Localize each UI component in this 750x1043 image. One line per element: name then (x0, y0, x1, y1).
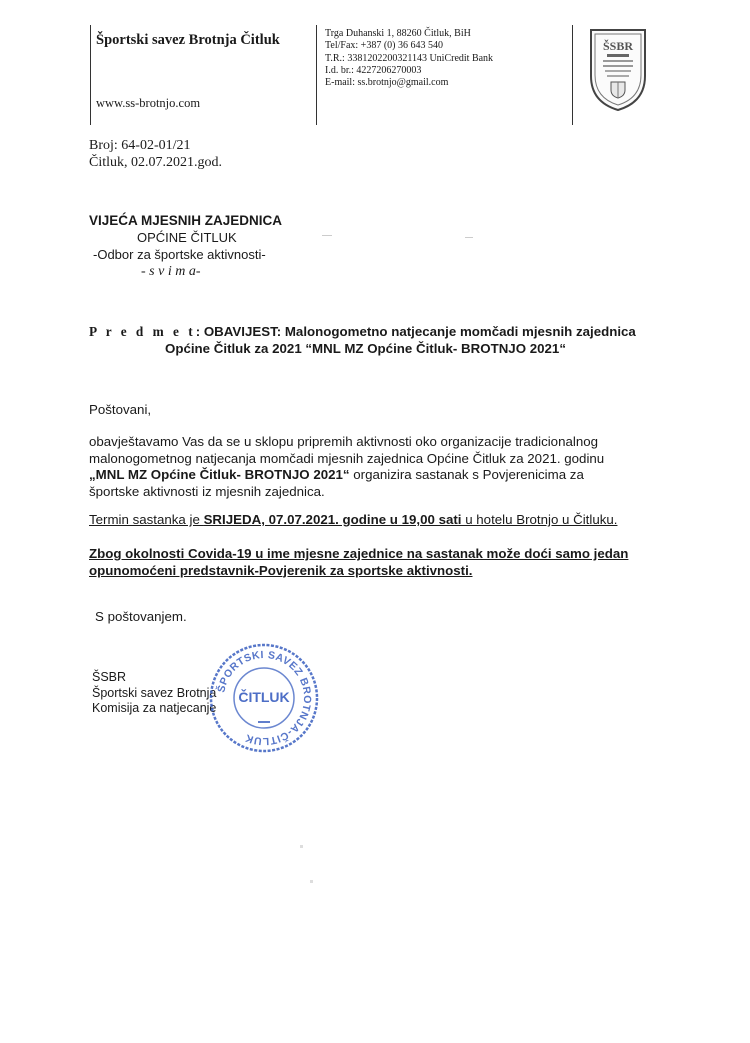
stamp-ring-text: ŠPORTSKI SAVEZ BROTNJA-ČITLUK (215, 648, 314, 748)
org-logo (585, 26, 651, 112)
header-divider-left (90, 25, 91, 125)
paragraph-1-line-2: malonogometnog natjecanja momčadi mjesnih zajednica Općine Čitluk za 2021. godinu (89, 450, 605, 466)
scan-artifact (322, 235, 332, 236)
signature-line-3: Komisija za natjecanje (92, 701, 217, 715)
org-name: Športski savez Brotnja Čitluk (96, 32, 280, 48)
contact-block (325, 28, 493, 89)
header-divider-right (572, 25, 573, 125)
signature-line-1: ŠSBR (92, 670, 127, 684)
paragraph-1-line-1: obavještavamo Vas da se u sklopu pripremih aktivnosti oko organizacije tradicionalnog (89, 434, 599, 449)
recipient-line-2: OPĆINE ČITLUK (137, 230, 237, 245)
subject-label: P r e d m e t (89, 324, 196, 339)
header-divider-mid (316, 25, 317, 125)
subject-line-2: Općine Čitluk za 2021 “MNL MZ Općine Čitluk- BROTNJO 2021“ (165, 341, 566, 356)
reference-place-date: Čitluk, 02.07.2021.god. (89, 155, 223, 170)
covid-line-1: Zbog okolnosti Covida-19 u ime mjesne zajednice na sastanak može doći samo jedan (89, 546, 629, 561)
paragraph-1-line-3: organizira sastanak s Povjerenicima za (349, 467, 584, 482)
scan-artifact (300, 845, 303, 848)
recipient-block (89, 212, 282, 280)
recipient-line-4: - s v i m a- (141, 264, 201, 279)
covid-notice (89, 546, 628, 579)
contact-address: Trga Duhanski 1, 88260 Čitluk, BiH (325, 28, 471, 39)
logo-lettering: ŠSBR (602, 39, 634, 53)
stamp-center-text: ČITLUK (238, 689, 290, 705)
signature-line-2: Športski savez Brotnja (92, 685, 217, 700)
contact-email: E-mail: ss.brotnjo@gmail.com (325, 77, 449, 89)
reference-number: Broj: 64-02-01/21 (89, 138, 191, 153)
contact-id: I.d. br.: 4227206270003 (325, 64, 422, 76)
meeting-datetime: SRIJEDA, 07.07.2021. godine u 19,00 sati (203, 512, 462, 527)
website: www.ss-brotnjo.com (96, 96, 201, 110)
contact-phone: Tel/Fax: +387 (0) 36 643 540 (325, 40, 443, 52)
paragraph-1 (89, 434, 604, 500)
meeting-info (89, 512, 617, 529)
paragraph-1-line-4: športske aktivnosti iz mjesnih zajednica. (89, 483, 325, 499)
recipient-line-1: VIJEĆA MJESNIH ZAJEDNICA (89, 213, 283, 228)
meeting-suffix: u hotelu Brotnjo u Čitluku. (461, 512, 618, 527)
official-stamp (208, 642, 320, 754)
scan-artifact (465, 237, 473, 238)
recipient-line-3: -Odbor za športske aktivnosti- (93, 247, 266, 262)
covid-line-2: opunomoćeni predstavnik-Povjerenik za sportske aktivnosti. (89, 562, 473, 578)
greeting: Poštovani, (89, 402, 152, 417)
event-name: „MNL MZ Općine Čitluk- BROTNJO 2021“ (89, 467, 350, 482)
scan-artifact (310, 880, 313, 883)
reference-block (89, 137, 222, 171)
subject-block (89, 323, 649, 357)
closing: S poštovanjem. (95, 609, 187, 624)
signature-block (92, 670, 216, 717)
meeting-prefix: Termin sastanka je (89, 512, 204, 527)
subject-line-1: : OBAVIJEST: Malonogometno natjecanje momčadi mjesnih zajednica (195, 324, 636, 339)
contact-bank: T.R.: 3381202200321143 UniCredit Bank (325, 52, 494, 64)
